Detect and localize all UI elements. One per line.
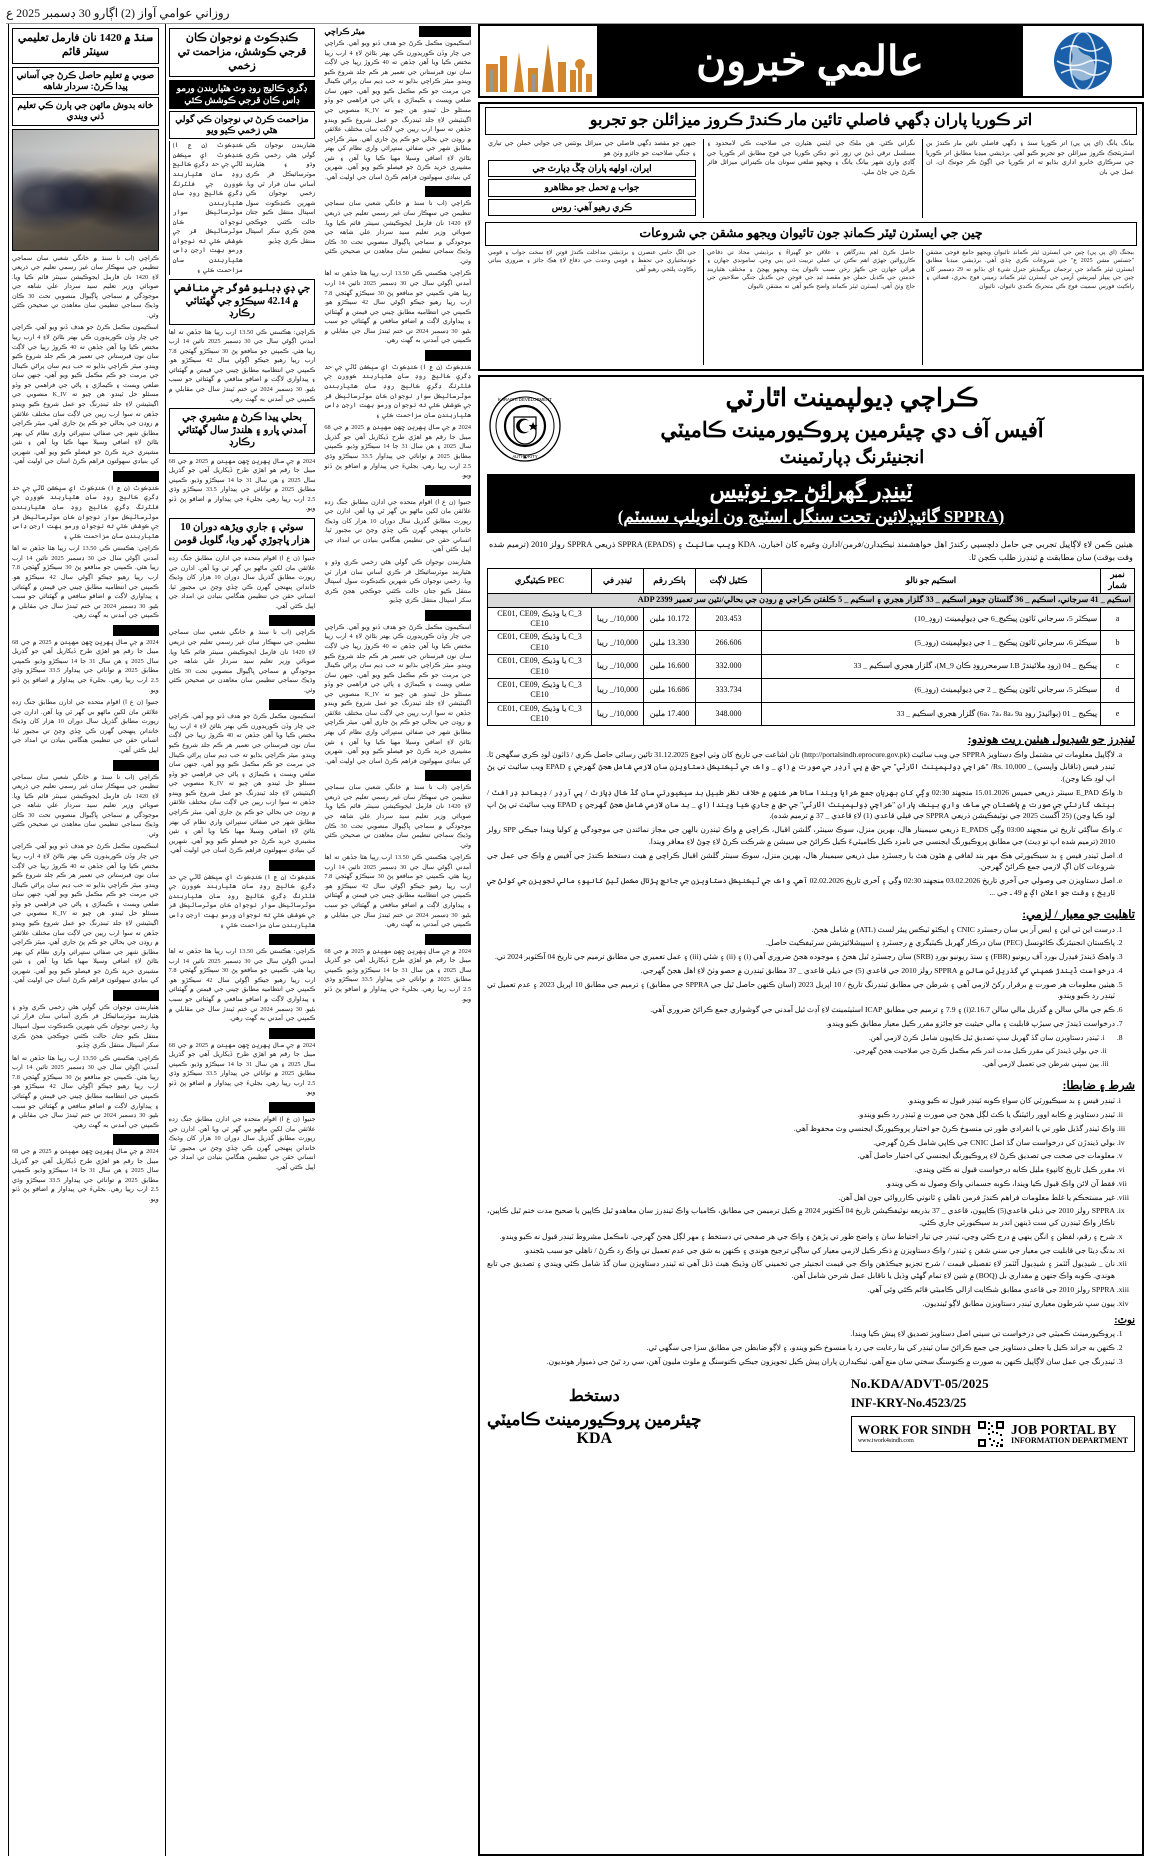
svg-text:KARACHI DEVELOPMENT: KARACHI DEVELOPMENT	[498, 396, 552, 402]
cell-scheme: سيڪٽر 5، سرجاني ٽائون پيڪيج_6 جي ڊيولپمينٽ (روڊ_10)	[762, 607, 1101, 631]
th-pec: PEC ڪيٽيگري	[488, 569, 592, 594]
world-second-col-3	[485, 249, 699, 365]
article-text: اسڪيمون مڪمل ڪرڻ جو هدف ڏنو ويو آهي. ڪراچي جي چار وڏن ڪوريڊورن ڪي بهتر بڻائڻ لاءِ 4 ارب رپيا مختص ڪيا ويا آهن جڏهن ته 40 ڪروڙ رپيا جي لاڳت سان نون قبرستانن جي تعمير هر ڪم جلد شروع ڪيو ويندو. ميٿر ڪراچي بڌايو ته حب ڊيم سان پراڻي ڪينال جي مرمت جو ڪم مڪمل ڪيو ويو آهي، جنهن سان ضلعي ويسٽ ۽ ڪيماڙي ۽ پاڻي جي فراهمي جو وڏو مسئلو حل ٿيندو. هن چيو ته K_IV منصوبي جي اگينٽيشن لاءِ جلد ٽينڊرنگ جو عمل شروع ڪيو ويندو جڏهن ته سوا ارب رپين جي لاڳت سان مختلف علائقن ۾ روڊن جي بحالي جو ڪم پڻ جاري آهي. ميٿر ڪراچي مطابق شهر جي صفائي ستڀرائي واري نظام کي بهتر بڻائڻ لاءِ اضافي وسيلا مهيا ڪيا ويا آهن ۽ نئين مشينري خريد ڪرڻ جو فيصلو ڪيو ويو آهي. شهرين کي بنيادي سهولتون فراهم ڪرڻ اسان جي اوليت آهي.	[168, 713, 316, 855]
news-column-1	[321, 24, 474, 1856]
article-text: 2024 ۾ جي سال پهرين ڇهن مهينن ۾ 2025 ۾ جي 68 ميبل جا رقم هو اهڙي طرح ڏيکاريل آهي جو گذريل سال 2025 ۽ هن سال 31 جا 14 سيڪڙو وڌيو. ڪمپني مطابق 2025 ۾ توانائي جي پيداوار 33.5 سيڪڙو وڌي 2.5 ارب رپيا رهي. بجليءَ جي پيداوار ۾ اضافو پڻ ڏٺو ويو.	[168, 1041, 316, 1097]
article-text: ڪراچي (اب نا سنڌ ۾ خانگي شعبي سان سماجي تنظيمن جي سهڪار سان غير رسمي تعليم جي ذريعي لاءِ 1420 نان فارمل ايجوڪيشن سينٽر قائم ڪيا ويا. صوبائي وزير تعليم سيد سردار علي شاهه جي موجودگي ۾ سماجي ڀاڳيوال منصوبي تحت 30 ڪان وڌيڪ سماجي تنظيمن سان معاهدن تي صحيحن ڪئي وئي.	[324, 784, 472, 849]
list-item: ix. SPPRA رولز 2010 جي ذيلي قاعدي(5) ڪاپيون، قاعدي _ 37 بذريعه نوٽيفڪيشن تاريخ 04 آڪٽوبر 2024 ۾ ڪيل ترميمن جي مطابق، ڪامياب واڪ ٽينڊرز سان معاهدو ٿيل ڪاپين يا صحيح مدت ختم ٿيل ڪاپين، ناڪار واڪ ٽينڊرن کي ست ڏينهن اندر بد سيڪيورٽي جاري ڪئي.	[487, 1205, 1115, 1229]
job-portal-sub: INFORMATION DEPARTMENT	[1011, 1435, 1128, 1445]
list-item: 1. پروڪيورمينٽ ڪميٽي جي درخواست تي سيني اصل دستاويز تصديق لاءِ پيش ڪيا ويندا.	[487, 1328, 1115, 1340]
cell-pec: C_3 يا وڌيڪ CE01, CE09, CE10	[488, 607, 592, 631]
globe-icon	[1022, 26, 1142, 96]
world-second-col-2	[703, 249, 918, 365]
section-marker	[113, 990, 159, 1001]
list-item: vi. مقرر ڪيل تاريخ کانپوءِ مليل ڪابه درخواست قبول نه ڪئي ويندي.	[487, 1164, 1115, 1176]
world-lead-col-3	[485, 139, 699, 218]
cell-bid: 13.330 ملين	[644, 631, 696, 655]
section-marker	[425, 770, 471, 781]
tender-table	[487, 568, 1135, 726]
list-item: i. ٽينڊر فيس ۽ بد سيڪيورٽي کان سواءِ ڪوبه ٽينڊر قبول نه ڪيو ويندو.	[487, 1095, 1115, 1107]
job-portal-box	[851, 1416, 1135, 1452]
article-text: ڪراچي: هڪستي ڪي 13.50 ارب رپيا هئا جڏهن ته اها آمدني اڳوڻي سال جي 30 ڊسمبر 2025 تائين 14 ارب رپيا هئي. ڪمپني جو منافعو پڻ 30 سيڪڙو گهٽجي 7.8 ارب رپيا رهيو جيڪو اڳوڻي سال 42 سيڪڙو هو. ڪمپني جي انتظاميه مطابق چيني جي قيمتن ۾ گهٽتائي ۽ پيداواري لاڳت ۾ اضافو منافعي ۾ گهٽتائي جو سبب بڻيو. 30 ڊسمبر 2024 تي ختم ٿيندڙ سال جي مقابلي ۾ ڪمپني جي آمدني به گهٽ رهي.	[324, 854, 472, 929]
cell-pec: C_3 يا وڌيڪ CE01, CE09, CE10	[488, 678, 592, 702]
cell-fee: 10,000/_ رپيا	[592, 702, 644, 726]
section-marker	[113, 625, 159, 636]
cell-sr: a	[1101, 607, 1135, 631]
cell-fee: 10,000/_ رپيا	[592, 607, 644, 631]
list-item: iii. واڪ ٽينڊر گڏيل طور تي يا انفرادي طور تي منسوخ ڪرڻ جو اختيار پروڪيورنگ ايجنسي وٽ محفوظ آهي.	[487, 1123, 1115, 1135]
cell-fee: 10,000/_ رپيا	[592, 655, 644, 679]
list-item: a. لاڳاپيل معلومات تي مشتمل واڪ دستاويز SPPRA جي ويب سائيٽ (http://portalsindh.eprocure.gov.pk) تان اشاعت جي تاريخ کان وٺي اڄوع 31.12.2025 تائين رسائي حاصل ڪري / ڏاٺون لوڊ ڪري سگهجن ٿا. ٽينڊر فيس (ناقابل واپسي) _ Rs. 10,000/ "ڪراچي ڊولپمينٽ اٿارٽي" جي حق ۾ پي آرڊر جي صورت ۾ (اي _ واڪ جي ٽيڪنيڪل دستاويزن سان لازمي شامل هجڻ گهرجي ۽ EPAD ويب سائيٽ تي پڻ اپ لوڊ ڪيا وڃن).	[487, 749, 1115, 784]
article-text: 2024 ۾ جي سال پهرين ڇهن مهينن ۾ 2025 ۾ جي 68 ميبل جا رقم هو اهڙي طرح ڏيکاريل آهي جو گذريل سال 2025 ۽ هن سال 31 جا 14 سيڪڙو وڌيو. ڪمپني مطابق 2025 ۾ توانائي جي پيداوار 33.5 سيڪڙو وڌي 2.5 ارب رپيا رهي. بجليءَ جي پيداوار ۾ اضافو پڻ ڏٺو ويو.	[12, 638, 159, 694]
eligibility-sublist	[487, 1033, 1115, 1070]
list-item: d. اصل ٽينڊر فيس ۽ بد سيڪيورٽي هڪ مهر بند لفافي ۾ هٿون هٿ يا رجسٽرڊ ميل ذريعي سيمينار هال، بهرين منزل، سوڪ سينٽر گلشن اقبال ڪراچي ۾ هيٺ دستخط ڪندڙ جي آفيس ۾ واڪ جي عمل جي شروعات کان اڳ لازمي جمع ڪرائڻ گهرجن.	[487, 850, 1115, 874]
left-zone	[8, 24, 474, 1856]
article-text: جنيوا (ن ع ا) اقوام متحده جي ادارن مطابق جنگ زده علائقن مان لکين ماڻهو بي گهر ٿي ويا آهن. ادارن جي رپورٽ مطابق گذريل سال دوران 10 هزار کان وڌيڪ خاندانن پنهنجي گهرن ڪي ڇڏي وڃڻ تي مجبور ٿيا. انساني حقن جي تنظيمن هنگامي بنيادن تي امداد جي اپيل ڪئي آهي.	[168, 1116, 316, 1171]
note-heading: نوٽ:	[1114, 1315, 1135, 1327]
list-item: vii. فقط آن لائن واڪ قبول ڪيا ويندا، ڪوبه جسماني واڪ وصول نه ڪي ويندو.	[487, 1178, 1115, 1190]
kda-intro-text: هيٺين ڪمن لاءِ لاڳاپيل تجربي جي حامل دلچسپي رکندڙ اهل خواهشمند ٺيڪيدارن/فرمن/ادارن وغيره کان اخبارن، KDA ويب سائيٽ ۽ SPPRA (EPADS) ذريعي SPPRA رولز 2010 (ترميم شده وقت بوقت) سان مطابقت ۾ ٽينڊرز طلب ڪجن ٿا.	[489, 539, 1134, 562]
world-news-header	[478, 24, 1144, 98]
c1-header-label: ميٿر ڪراچي	[324, 27, 366, 36]
section-marker	[425, 186, 471, 197]
article-text: ڪراچي (اب نا سنڌ ۾ خانگي شعبي سان سماجي تنظيمن جي سهڪار سان غير رسمي تعليم جي ذريعي لاءِ 1420 نان فارمل ايجوڪيشن سينٽر قائم ڪيا ويا. صوبائي وزير تعليم سيد سردار علي شاهه جي موجودگي ۾ سماجي ڀاڳيوال منصوبي تحت 30 ڪان وڌيڪ سماجي تنظيمن سان معاهدن تي صحيحن ڪئي وئي.	[12, 773, 159, 838]
cell-bid: 10.172 ملين	[644, 607, 696, 631]
cell-fee: 10,000/_ رپيا	[592, 678, 644, 702]
table-row	[488, 655, 1135, 679]
article-text: ڪراچي (اب نا سنڌ ۾ خانگي شعبي سان سماجي تنظيمن جي سهڪار سان غير رسمي تعليم جي ذريعي لاءِ 1420 نان فارمل ايجوڪيشن سينٽر قائم ڪيا ويا. صوبائي وزير تعليم سيد سردار علي شاهه جي موجودگي ۾ سماجي ڀاڳيوال منصوبي تحت 30 ڪان وڌيڪ سماجي تنظيمن سان معاهدن تي صحيحن ڪئي وئي.	[324, 200, 472, 265]
list-item: 3. ٽينڊرنگ جي عمل سان لاڳاپيل ڪنهن به صورت ۾ ڪنوسنگ سختي سان منع آهي. ٺيڪيدارن پاران پيش ڪيل تجويزون جيڪي ڪنوسنگ ۾ ملوث مليون آهن، سي رد ٿيڻ جي ذميوار هونديون.	[487, 1356, 1115, 1368]
section-marker	[425, 934, 471, 945]
list-item: b. واڪ E_PAD سينٽر ذريعي خميس 15.01.2026 منجهند 02:30 وڳي کان بهريان جمع ڪرايا ويندا سانا هر ڪنهن ۾ خلاف نظر طبيل بد سيڪيورتي سان گڏ ڪال ڊپازٽ / پي آرڊر / ڊيمانڊ ڊرافٽ / بينڪ گارنٽي جي صورت ۾ پاڪستان جي ساڪ واري بينڪ پاران "ڪراچي ڊولپمينٽ اٿارٽي" جي حق ۾ جاري ڪيا ويندا (اي _ بد سان لازمي شامل هجڻ گهرجن ۽ EPAD ويب سائيٽ تي پڻ اپ لوڊ ڪيا وڃن) (25 آگسٽ 2025 جي نوٽيفڪيشن ذريعي SPPRA جي فيلي قاعدي (1) لاءِ قاعدي _ 37 ۾ ترميم شده).	[487, 787, 1115, 822]
list-item: iii. ٻين سڀني شرطن جي تعميل لازمي آهي.	[487, 1059, 1099, 1070]
list-item: 2. ڪنهن به جراند ڪيل يا جعلي دستاويز جي جمع ڪرائڻ سان ٽينڊر کي بنا رعايت جي رد يا منسوخ ڪيو ويندو، ۽ لاڳو ضابطن جي مطابق سزا جي سگهي ٿي.	[487, 1342, 1115, 1354]
article-text: بيجنگ (اي پي پي) چين جي ايسٽرن ٿيٽر ڪمانڊ تائيوان ويجهو جامع فوجي مشقن "جسٽس مشن 2025 ع" جي شروعات ڪري ڇڏي آهي. برڌيشي ميڊيا مطابق ايسٽرن ٿيٽر ڪمانڊ جي ترجمان بريگيڊيئر جنرل شيءِ اي بڌايو ته 29 ڊسمبر کان چين جي پيپلز ليبريشن آرمي جي ايسٽرن ٿيٽر ڪمانڊ زميني فوج بحري، فضائي ۽ راڪيٽ فورس سميت فوج ڪي متحرڪ ڪندي تائيوان، تائيوان	[926, 249, 1134, 290]
schedule-heading: ٽينڊرز جو شيڊيول هيٺين ريت هوندو:	[967, 734, 1135, 747]
article-text: جنهن جو مقصد ڊگهي فاصلي جي ميزائل يونٽس جي جوابي حملن جي تياري ۽ جنگي صلاحيت جو جائزو وٺڻ هو	[488, 140, 696, 157]
terms-heading: شرط ۽ ضابطا:	[1062, 1080, 1135, 1093]
list-item: xii. نان _ شيڊيول آئٽمز ۽ شيڊيول آئٽمز لاءِ تفصيلي قيمت / شرح تجزيو جيڪڏهن واڪ جي قيمت انجنيئر جي تخميني کان وڌيڪ هيٺ ڏنل آهي ته ٽينڊر دستاويزن سان گڏ شامل ڪئي ويندي ۽ تصديق جي تابع هوندي. ڪوبه واڪ جنهن ۾ مقداري بل (BOQ) ۾ شين لاءِ تمام گهڻي وڌيل يا ناقابل عمل شرحن شامل آهن.	[487, 1258, 1115, 1282]
list-item: xiv. ٻيون سڀ شرطون معياري ٽينڊر دستاويزن مطابق لاڳو ٿينديون.	[487, 1298, 1115, 1310]
cell-bid: 17.400 ملين	[644, 702, 696, 726]
kda-title-2: آفيس آف دي چيئرمين پروڪيورمينٽ ڪاميٽي	[660, 418, 1044, 442]
section-marker	[269, 1028, 315, 1039]
sub-box-line-2: جواب ۾ تحمل جو مظاهرو	[488, 179, 696, 196]
article-text: 2024 ۾ جي سال پهرين ڇهن مهينن ۾ 2025 ۾ جي 68 ميبل جا رقم هو اهڙي طرح ڏيکاريل آهي جو گذريل سال 2025 ۽ هن سال 31 جا 14 سيڪڙو وڌيو. ڪمپني مطابق 2025 ۾ توانائي جي پيداوار 33.5 سيڪڙو وڌي 2.5 ارب رپيا رهي. بجليءَ جي پيداوار ۾ اضافو پڻ ڏٺو ويو.	[168, 457, 316, 513]
cell-cost: 333.734	[696, 678, 762, 702]
job-portal-logo	[1011, 1423, 1128, 1445]
cell-fee: 10,000/_ رپيا	[592, 631, 644, 655]
kda-header	[487, 382, 1135, 470]
article-text: 2024 ۾ جي سال پهرين ڇهن مهينن ۾ 2025 ۾ جي 68 ميبل جا رقم هو اهڙي طرح ڏيکاريل آهي جو گذريل سال 2025 ۽ هن سال 31 جا 14 سيڪڙو وڌيو. ڪمپني مطابق 2025 ۾ توانائي جي پيداوار 33.5 سيڪڙو وڌي 2.5 ارب رپيا رهي. بجليءَ جي پيداوار ۾ اضافو پڻ ڏٺو ويو.	[324, 947, 472, 1003]
article-text: ڪنڊڪوٽ (ن ع ا) ڪنڊڪوٽ اي سيڪشن ٿاڻي جي حد ڊگري ڪاليج روڊ سان هٿياربند ڪوورن جي فلٽرنگ ڊگري ڪاليج روڊ سان هٿياربندن موٽرسائيڪل سوار نوجوان ڪان موٽرسائيڪل قر جي ڪوشش ڪئي ته نوجوان ورمو بهت ارجن ڊاس هٿياربندن سان مزاحمت ڪئي ۽	[172, 142, 243, 274]
section-marker	[269, 934, 315, 945]
article-text: ڪراچي (اب نا سنڌ ۾ خانگي شعبي سان سماجي تنظيمن جي سهڪار سان غير رسمي تعليم جي ذريعي لاءِ 1420 نان فارمل ايجوڪيشن سينٽر قائم ڪيا ويا. صوبائي وزير تعليم سيد سردار علي شاهه جي موجودگي ۾ سماجي ڀاڳيوال منصوبي تحت 30 ڪان وڌيڪ سماجي تنظيمن سان معاهدن تي صحيحن ڪئي وئي.	[168, 629, 316, 694]
article-text: ڪراچي: هڪستي ڪي 13.50 ارب رپيا هئا جڏهن ته اها آمدني اڳوڻي سال جي 30 ڊسمبر 2025 تائين 14 ارب رپيا هئي. ڪمپني جو منافعو پڻ 30 سيڪڙو گهٽجي 7.8 ارب رپيا رهيو جيڪو اڳوڻي سال 42 سيڪڙو هو. ڪمپني جي انتظاميه مطابق چيني جي قيمتن ۾ گهٽتائي ۽ پيداواري لاڳت ۾ اضافو منافعي ۾ گهٽتائي جو سبب بڻيو. 30 ڊسمبر 2024 تي ختم ٿيندڙ سال جي مقابلي ۾ ڪمپني جي آمدني به گهٽ رهي.	[12, 1054, 159, 1129]
kda-title-3: انجنيئرنگ ڊپارٽمينٽ	[779, 446, 925, 467]
section-marker	[425, 350, 471, 361]
article-text: ڪراچي: هڪستي ڪي 13.50 ارب رپيا هئا جڏهن ته اها آمدني اڳوڻي سال جي 30 ڊسمبر 2025 تائين 14 ارب رپيا هئي. ڪمپني جو منافعو پڻ 30 سيڪڙو گهٽجي 7.8 ارب رپيا رهيو جيڪو اڳوڻي سال 42 سيڪڙو هو. ڪمپني جي انتظاميه مطابق چيني جي قيمتن ۾ گهٽتائي ۽ پيداواري لاڳت ۾ اضافو منافعي ۾ گهٽتائي جو سبب بڻيو. 30 ڊسمبر 2024 تي ختم ٿيندڙ سال جي مقابلي ۾ ڪمپني جي آمدني به گهٽ رهي.	[168, 328, 316, 403]
eligibility-list	[487, 924, 1135, 1073]
section-marker	[269, 615, 315, 626]
list-item: i. 8. ٽينڊر دستاويزن سان گڏ گهربل سڀ تصديق ٿيل ڪاپيون شامل ڪرڻ لازمي آهن.	[487, 1033, 1099, 1044]
th-sr: نمبر شمار	[1101, 569, 1135, 594]
section-marker	[425, 610, 471, 621]
cell-pec: C_3 يا وڌيڪ CE01, CE09, CE10	[488, 702, 592, 726]
article-text: جنيوا (ن ع ا) اقوام متحده جي ادارن مطابق جنگ زده علائقن مان لکين ماڻهو بي گهر ٿي ويا آهن. ادارن جي رپورٽ مطابق گذريل سال دوران 10 هزار کان وڌيڪ خاندانن پنهنجي گهرن ڪي ڇڏي وڃڻ تي مجبور ٿيا. انساني حقن جي تنظيمن هنگامي بنيادن تي امداد جي اپيل ڪئي آهي.	[12, 699, 159, 754]
table-row	[488, 607, 1135, 631]
list-item: v. معلومات جي صحت جي تصديق ڪرڻ لاءِ پروڪيورنگ ايجنسي کي اختيار حاصل آهي.	[487, 1150, 1115, 1162]
work-for-sindh-logo	[858, 1423, 971, 1444]
table-header-row	[488, 569, 1135, 594]
section-marker	[113, 760, 159, 771]
note-list	[487, 1328, 1135, 1369]
sub-box-line-1: ايران، اولهه پاران چڱ ڊپارٽ جي	[488, 160, 696, 177]
world-lead-headline: اتر ڪوريا پاران ڊگهي فاصلي تائين مار ڪندڙ ڪروز ميزائلن جو تجربو	[485, 107, 1137, 135]
article-text: جي الڳ حامي عنصرن ۽ برڌيشي مداخلت ڪندڙ قوتن لاءِ سخت جواب ۽ قومي خودمختياري جي تحفظ ۽ قومي وحدت جي دفاع لاءِ هڪ جائز ۽ ضروري بنياتي رڪاوٽ پلٽجي رهيو آهي	[488, 249, 696, 273]
kda-titles	[569, 382, 1135, 470]
terms-list	[487, 1095, 1135, 1311]
news-photo	[12, 129, 159, 251]
world-second-col-1	[922, 249, 1137, 365]
section-marker	[269, 1102, 315, 1113]
section-marker	[113, 471, 159, 482]
kda-footer	[487, 1376, 1135, 1452]
list-item: 1. درست اين ٽي اين ۽ ايس آر بي سان رجسٽرڊ CNIC ۽ ايڪٽو ٽيڪس پيئر لسٽ (ATL) ۾ شامل هجڻ.	[487, 924, 1115, 936]
cell-cost: 332.000	[696, 655, 762, 679]
gas-headline: سوئي ۽ جاري ويڙهه دوران 10 هزار ڀاڄوڙي گهر ويا، گلوبل قومن	[169, 518, 316, 551]
th-scheme: اسڪيم جو نالو	[762, 569, 1101, 594]
svg-text:AUTHORITY: AUTHORITY	[512, 453, 538, 459]
kda-signature-block	[487, 1386, 702, 1452]
masthead-strip	[6, 4, 1144, 24]
article-text: 2024 ۾ جي سال پهرين ڇهن مهينن ۾ 2025 ۾ جي 68 ميبل جا رقم هو اهڙي طرح ڏيکاريل آهي جو گذريل سال 2025 ۽ هن سال 31 جا 14 سيڪڙو وڌيو. ڪمپني مطابق 2025 ۾ توانائي جي پيداوار 33.5 سيڪڙو وڌي 2.5 ارب رپيا رهي. بجليءَ جي پيداوار ۾ اضافو پڻ ڏٺو ويو.	[324, 424, 472, 480]
th-cost: ڪٿيل لاڳت	[696, 569, 762, 594]
cell-sr: e	[1101, 702, 1135, 726]
article-text: ڪراچي: هڪستي ڪي 13.50 ارب رپيا هئا جڏهن ته اها آمدني اڳوڻي سال جي 30 ڊسمبر 2025 تائين 14 ارب رپيا هئي. ڪمپني جو منافعو پڻ 30 سيڪڙو گهٽجي 7.8 ارب رپيا رهيو جيڪو اڳوڻي سال 42 سيڪڙو هو. ڪمپني جي انتظاميه مطابق چيني جي قيمتن ۾ گهٽتائي ۽ پيداواري لاڳت ۾ اضافو منافعي ۾ گهٽتائي جو سبب بڻيو. 30 ڊسمبر 2024 تي ختم ٿيندڙ سال جي مقابلي ۾ ڪمپني جي آمدني به گهٽ رهي.	[12, 545, 159, 620]
sugar-headline: جي ڊي ڊبليو شوگر جي منافعي ۾ 42.14 سيڪڙو جي گهٽتائي رڪارڊ	[169, 279, 316, 325]
cell-pec: C_3 يا وڌيڪ CE01, CE09, CE10	[488, 631, 592, 655]
list-item	[487, 1032, 1115, 1070]
cell-sr: d	[1101, 678, 1135, 702]
kda-tender-advertisement	[478, 375, 1144, 1857]
world-lead-col-1	[922, 139, 1137, 218]
article-text: 2024 ۾ جي سال پهرين ڇهن مهينن ۾ 2025 ۾ جي 68 ميبل جا رقم هو اهڙي طرح ڏيکاريل آهي جو گذريل سال 2025 ۽ هن سال 31 جا 14 سيڪڙو وڌيو. ڪمپني مطابق 2025 ۾ توانائي جي پيداوار 33.5 سيڪڙو وڌي 2.5 ارب رپيا رهي. بجليءَ جي پيداوار ۾ اضافو پڻ ڏٺو ويو.	[12, 1148, 159, 1203]
article-text: ڪراچي (اب نا سنڌ ۾ خانگي شعبي سان سماجي تنظيمن جي سهڪار سان غير رسمي تعليم جي ذريعي لاءِ 1420 نان فارمل ايجوڪيشن سينٽر قائم ڪيا ويا. صوبائي وزير تعليم سيد سردار علي شاهه جي موجودگي ۾ سماجي ڀاڳيوال منصوبي تحت 30 ڪان وڌيڪ سماجي تنظيمن سان معاهدن تي صحيحن ڪئي وئي.	[12, 254, 159, 319]
article-text: اسڪيمون مڪمل ڪرڻ جو هدف ڏنو ويو آهي. ڪراچي جي چار وڏن ڪوريڊورن ڪي بهتر بڻائڻ لاءِ 4 ارب رپيا مختص ڪيا ويا آهن جڏهن ته 40 ڪروڙ رپيا جي لاڳت سان نون قبرستانن جي تعمير هر ڪم جلد شروع ڪيو ويندو. ميٿر ڪراچي بڌايو ته حب ڊيم سان پراڻي ڪينال جي مرمت جو ڪم مڪمل ڪيو ويو آهي، جنهن سان ضلعي ويسٽ ۽ ڪيماڙي ۽ پاڻي جي فراهمي جو وڏو مسئلو حل ٿيندو. هن چيو ته K_IV منصوبي جي اگينٽيشن لاءِ جلد ٽينڊرنگ جو عمل شروع ڪيو ويندو جڏهن ته سوا ارب رپين جي لاڳت سان مختلف علائقن ۾ روڊن جي بحالي جو ڪم پڻ جاري آهي. ميٿر ڪراچي مطابق شهر جي صفائي ستڀرائي واري نظام کي بهتر بڻائڻ لاءِ اضافي وسيلا مهيا ڪيا ويا آهن ۽ نئين مشينري خريد ڪرڻ جو فيصلو ڪيو ويو آهي. شهرين کي بنيادي سهولتون فراهم ڪرڻ اسان جي اوليت آهي.	[12, 324, 159, 466]
list-item: 5. هيٺين معلومات هر صورت ۾ برقرار رکڻ لازمي آهي ۽ شرطن جي مطابق ٽينڊرنگ تاريخ / 10 اپريل 2023 (اسان ڪنهن حاصل ٿيل جي SPPRA جي مطابق) ۽ ترميم جي مطابق 10 اپريل 2023 ۽ عدم تعميل تي ٽينڊر رد ڪيو ويندو.	[487, 979, 1115, 1003]
world-second-headline: چين جي ايسٽرن ٿيٽر ڪمانڊ جون تائيوان ويجهو مشقن جي شروعات	[485, 222, 1137, 246]
c1-kicker	[324, 26, 471, 37]
article-text: ڪنڊڪوٽ (ن ع ا) ڪنڊڪوٽ اي سيڪشن ٿاڻي جي حد ڊگري ڪاليج روڊ سان هٿياربند ڪوورن جي فلٽرنگ ڊگري ڪاليج روڊ سان هٿياربندن موٽرسائيڪل سوار نوجوان ڪان موٽرسائيڪل قر جي ڪوشش ڪئي ته نوجوان ورمو بهت ارجن ڊاس هٿياربندن سان مزاحمت ڪئي ۽	[324, 363, 472, 419]
advt-number: No.KDA/ADVT-05/2025	[850, 1375, 989, 1391]
cement-headline: بحلي پيدا ڪرڻ ۾ مشيري جي آمدني ڀارو ۽ هلندڙ سال گهٽتائي رڪارڊ	[169, 408, 316, 454]
list-item: 6. ڪم جي مالي سالن ۾ گذريل مالي سالن 2.16.7(i) ۽ 7.9 ۽ ترميم جي مطابق ICAP اسٽيٽمينٽ لاءِ آڊٽ ٿيل آمدني جي گوشواري جمع ڪرائڻ ضروري آهي.	[487, 1004, 1115, 1016]
masthead-text: روزاني عوامي آواز (2) اڳارو 30 ڊسمبر 2025 ع	[6, 6, 230, 20]
list-item: e. اصل دستاويزن جي وصولي جي آخري تاريخ 03.02.2026 منجهند 02:30 وڳي ۽ آخري تاريخ 02.02.2026 آهي. واڪ جي ٽيڪنيڪل دستاويزن جي جانچ پڙتال مڪمل ٿيڻ کانپوءِ مالي تجويزن جي کولڻ جي تاريخ ۽ وقت جو اعلان اڳ ۾ 49 ـ جي ...	[487, 875, 1115, 899]
th-bid: ٻاڪر رقم	[644, 569, 696, 594]
table-row	[488, 631, 1135, 655]
article-text: اسڪيمون مڪمل ڪرڻ جو هدف ڏنو ويو آهي. ڪراچي جي چار وڏن ڪوريڊورن ڪي بهتر بڻائڻ لاءِ 4 ارب رپيا مختص ڪيا ويا آهن جڏهن ته 40 ڪروڙ رپيا جي لاڳت سان نون قبرستانن جي تعمير هر ڪم جلد شروع ڪيو ويندو. ميٿر ڪراچي بڌايو ته حب ڊيم سان پراڻي ڪينال جي مرمت جو ڪم مڪمل ڪيو ويو آهي، جنهن سان ضلعي ويسٽ ۽ ڪيماڙي ۽ پاڻي جي فراهمي جو وڏو مسئلو حل ٿيندو. هن چيو ته K_IV منصوبي جي اگينٽيشن لاءِ جلد ٽينڊرنگ جو عمل شروع ڪيو ويندو جڏهن ته سوا ارب رپين جي لاڳت سان مختلف علائقن ۾ روڊن جي بحالي جو ڪم پڻ جاري آهي. ميٿر ڪراچي مطابق شهر جي صفائي ستڀرائي واري نظام کي بهتر بڻائڻ لاءِ اضافي وسيلا مهيا ڪيا ويا آهن ۽ نئين مشينري خريد ڪرڻ جو فيصلو ڪيو ويو آهي. شهرين کي بنيادي سهولتون فراهم ڪرڻ اسان جي اوليت آهي.	[324, 40, 472, 181]
c3-sub-2: خانه بدوش مائهن جي ٻارن ڪي تعليم ڏني ويندي	[12, 97, 159, 126]
c2-headline: ڪنڊڪوٽ ۾ نوجوان ڪان قرجي ڪوشش، مزاحمت تي زخمي	[169, 28, 316, 77]
cell-bid: 16.600 ملين	[644, 655, 696, 679]
c3-headline: سنڌ ۾ 1420 نان فارمل تعليمي سينٽر قائم	[12, 28, 159, 64]
table-row	[488, 678, 1135, 702]
cell-scheme: پيڪيج _ 01 (بواٽيدڙ روڊ 6a، 7a، 8a، 9a) گلزار هجري اسڪيم _ 33	[762, 702, 1101, 726]
cell-cost: 203.453	[696, 607, 762, 631]
list-item: 4. درخواست ڏيندڙ ڪمپني کي گذريل ٽن سالن ۾ SPPRA رولز 2010 جي قاعدي (5) جي ذيلي قاعدي _ 37 مطابق ٽينڊرن ۾ حصو وٺڻ لاءِ اهل هجڻ گهرجي.	[487, 965, 1115, 977]
list-item: iv. بولي ڏيندڙن کي درخواست سان گڏ اصل CNIC جي ڪاپي شامل ڪرڻ گهرجي.	[487, 1137, 1115, 1149]
article-text: جنيوا (ن ع ا) اقوام متحده جي ادارن مطابق جنگ زده علائقن مان لکين ماڻهو بي گهر ٿي ويا آهن. ادارن جي رپورٽ مطابق گذريل سال دوران 10 هزار کان وڌيڪ خاندانن پنهنجي گهرن ڪي ڇڏي وڃڻ تي مجبور ٿيا. انساني حقن جي تنظيمن هنگامي بنيادن تي امداد جي اپيل ڪئي آهي.	[168, 555, 316, 610]
news-column-2	[165, 24, 319, 1856]
article-text: هٿياربندن نوجوان ڪي گولي هڻي زخمي ڪري وڌو ۽ هٿياربند موٽرسائيڪل قر ڪري آساني سان فرار ٿي ويا. زخمي نوجوان ڪي شهرين ڪنڊڪوٽ سول اسپتال منتقل ڪيو جتان حالت ڪٿني جوڪجي هجڻ ڪري سکر اسپتال منتقل ڪري ڇڏيو.	[12, 1003, 159, 1050]
c2-sub-1: ڊگري ڪاليج روڊ وٽ هٿياربندن ورمو ڊاس ڪان قرجي ڪوشش ڪئي	[169, 80, 316, 109]
c2-sub-2: مزاحمت ڪرڻ تي نوجوان ڪي گولي هڻي زخمي ڪيو ويو	[169, 111, 316, 140]
list-item: 2. پاڪستان انجنيئرنگ ڪائونسل (PEC) سان درڪار گهربل ڪيٽيگري ۾ رجسٽرڊ ۽ اسپيشلائيزيشن سرٽيفڪيٽ حاصل.	[487, 937, 1115, 949]
cell-sr: c	[1101, 655, 1135, 679]
cell-cost: 348.000	[696, 702, 762, 726]
article-text: ڪراچي: هڪستي ڪي 13.50 ارب رپيا هئا جڏهن ته اها آمدني اڳوڻي سال جي 30 ڊسمبر 2025 تائين 14 ارب رپيا هئي. ڪمپني جو منافعو پڻ 30 سيڪڙو گهٽجي 7.8 ارب رپيا رهيو جيڪو اڳوڻي سال 42 سيڪڙو هو. ڪمپني جي انتظاميه مطابق چيني جي قيمتن ۾ گهٽتائي ۽ پيداواري لاڳت ۾ اضافو منافعي ۾ گهٽتائي جو سبب بڻيو. 30 ڊسمبر 2024 تي ختم ٿيندڙ سال جي مقابلي ۾ ڪمپني جي آمدني به گهٽ رهي.	[168, 948, 316, 1023]
cell-pec: C_3 يا وڌيڪ CE01, CE09, CE10	[488, 655, 592, 679]
cell-bid: 16.686 ملين	[644, 678, 696, 702]
cell-scheme: سيڪٽر 5، سرجاني ٽائون پيڪيج _ 2 جي ڊيولپمينٽ (روڊ_6)	[762, 678, 1101, 702]
cell-scheme: سيڪٽر 6، سرجاني ٽائون پيڪيج _ 1 جي ڊيولپمينٽ (روڊ_5)	[762, 631, 1101, 655]
page-body	[6, 24, 1144, 1856]
article-text: نگراني ڪئي. هن ملڪ جي ايٽمي هٿيارن جي صلاحيت ڪي لامحدود ۽ مسلسل ترقي ڏيڻ تي زور ڏنو. ڊڪن ڪوريا جي فوج مطابق اتر ڪوريا جي ڳاڍي واري شهر بيانگ يانگ ۽ ويجهو ضلعي سونان مان ڪينرائي ميزائل فائر ڪرڻ جي ڄاڻ ملي.	[707, 140, 915, 176]
kda-notice-subtitle: (SPPRA گائيڊلائين تحت سنگل اسٽيج ون انويلپ سسٽم)	[617, 506, 1005, 526]
world-lead-col-2	[703, 139, 918, 218]
section-marker	[269, 860, 315, 871]
list-item: viii. غير مستحڪم يا غلط معلومات فراهم ڪندڙ فرمن ناهلي ۽ ٿانوني ڪارروائي جون اهل آهن.	[487, 1192, 1115, 1204]
eligibility-heading: تاهليت جو معيار / لزمي:	[1022, 908, 1135, 921]
kda-seal-icon	[487, 388, 563, 464]
cell-cost: 266.606	[696, 631, 762, 655]
work-for-sindh-label: WORK FOR SINDH	[857, 1423, 972, 1438]
adp-scheme-title: اسڪيم _ 41 سرجاني، اسڪيم _ 36 گلستان جوهر اسڪيم _ 33 گلزار هجري ۽ اسڪيم _ 5 ڪلفتن ڪراجي ۾ روڊن جي بحالي/نئين سر تعمير ADP 2399	[488, 593, 1135, 607]
list-item: ii. ٽينڊر دستاويز ۾ ڪابه اوور رائيٽنگ يا ڪٽ لڳل هجڻ جي صورت ۾ ٽينڊر رد ڪيو ويندو.	[487, 1109, 1115, 1121]
th-fee: ٽينڊر في	[592, 569, 644, 594]
kda-notice-banner	[487, 474, 1135, 533]
right-zone	[478, 24, 1144, 1856]
kda-notice-title: ٽينڊر گهرائڻ جو نوٽيس	[709, 477, 913, 503]
article-text: حاصل ڪرڻ اهم بندرگاهن ۽ علاقن جو گهيراءُ ۽ برڌيشي محاذ تي دفاعي ڪارروائين جهڙي اهم نڪتن تي عملي تربيت ڏني ٻني وڃي. سامونڊي جهازن ۽ هرائي جهازن جي ڪهڙ رخن سبب تائيوان پٽ ويجهو پهچڻ ۽ مختلف هٿيارينڊ خدمتن جي ڪڊيل حملن جو مقصد ٿيڊ جي فوجن جي ڪڊيل جنگي صلاحيتن جي جاچ وٺڻ آهي. ايسٽرن ٿيٽر ڪمانڊ واضح ڪيو آهي ته مشقن تائيوان	[707, 249, 915, 290]
article-text: هٿياربندن نوجوان ڪي گولي هڻي زخمي ڪري وڌو ۽ هٿياربند موٽرسائيڪل قر ڪري آساني سان فرار ٿي ويا. زخمي نوجوان ڪي شهرين ڪنڊڪوٽ سول اسپتال منتقل ڪيو جتان حالت ڪٿني جوڪجي هجڻ ڪري سکر اسپتال منتقل ڪري ڇڏيو.	[324, 559, 472, 605]
cell-scheme: پيڪيج _ 04 (روڊ ملائيندڙ I.B سرمحرروڊ ڪان M_9)، گلزار هجري اسڪيم _ 33	[762, 655, 1101, 679]
c3-sub-1: صوبي ۾ تعليم حاصل ڪرڻ جي آساني پيدا ڪرڻ: سردار شاهه	[12, 67, 159, 96]
cell-sr: b	[1101, 631, 1135, 655]
table-adp-row	[488, 593, 1135, 607]
news-column-3	[8, 24, 162, 1856]
signature-org: KDA	[576, 1429, 613, 1447]
inf-number: INF-KRY-No.4523/25	[850, 1395, 967, 1410]
article-text: اسڪيمون مڪمل ڪرڻ جو هدف ڏنو ويو آهي. ڪراچي جي چار وڏن ڪوريڊورن ڪي بهتر بڻائڻ لاءِ 4 ارب رپيا مختص ڪيا ويا آهن جڏهن ته 40 ڪروڙ رپيا جي لاڳت سان نون قبرستانن جي تعمير هر ڪم جلد شروع ڪيو ويندو. ميٿر ڪراچي بڌايو ته حب ڊيم سان پراڻي ڪينال جي مرمت جو ڪم مڪمل ڪيو ويو آهي، جنهن سان ضلعي ويسٽ ۽ ڪيماڙي ۽ پاڻي جي فراهمي جو وڏو مسئلو حل ٿيندو. هن چيو ته K_IV منصوبي جي اگينٽيشن لاءِ جلد ٽينڊرنگ جو عمل شروع ڪيو ويندو جڏهن ته سوا ارب رپين جي لاڳت سان مختلف علائقن ۾ روڊن جي بحالي جو ڪم پڻ جاري آهي. ميٿر ڪراچي مطابق شهر جي صفائي ستڀرائي واري نظام کي بهتر بڻائڻ لاءِ اضافي وسيلا مهيا ڪيا ويا آهن ۽ نئين مشينري خريد ڪرڻ جو فيصلو ڪيو ويو آهي. شهرين کي بنيادي سهولتون فراهم ڪرڻ اسان جي اوليت آهي.	[324, 623, 472, 765]
article-text: ڪنڊڪوٽ (ن ع ا) ڪنڊڪوٽ اي سيڪشن ٿاڻي جي حد ڊگري ڪاليج روڊ سان هٿياربند ڪوورن جي فلٽرنگ ڊگري ڪاليج روڊ سان هٿياربندن موٽرسائيڪل سوار نوجوان ڪان موٽرسائيڪل قر جي ڪوشش ڪئي ته نوجوان ورمو بهت ارجن ڊاس هٿياربندن سان مزاحمت ڪئي ۽	[168, 873, 316, 929]
table-row	[488, 702, 1135, 726]
world-lead-section	[478, 102, 1144, 371]
list-item: xi. بدنگ ڊيٽا جي قابليت جي معيار جي سني شقن ۽ ٽينڊر / واڪ دستاويزن ۾ ذڪر ڪيل لازمي معيار کي ساڳي ترجيح هوندي ۽ ڪنهن به شق جي عدم تعميل تي واڪ رد ڪرڻ / ناهلي جو سبب بڻجندو.	[487, 1245, 1115, 1257]
job-portal-label: JOB PORTAL BY	[1011, 1422, 1117, 1438]
schedule-list	[487, 749, 1135, 900]
signature-label: دستخط	[568, 1387, 620, 1405]
signature-title: چيئرمين پروڪيورمينٽ ڪاميٽي	[487, 1409, 702, 1429]
list-item: xiii. SPPRA رولز 2010 جي قاعدي مطابق شڪايت ازالي ڪاميٽي قائم ڪئي وئي آهي.	[487, 1284, 1115, 1296]
qr-code-icon	[977, 1420, 1005, 1448]
kda-footer-left	[851, 1376, 1135, 1452]
world-news-title: عالمي خبرون	[598, 26, 1022, 96]
list-item: ii. جي بولي ڏيندڙ کي مقرر ڪيل مدت اندر ڪم مڪمل ڪرڻ جي صلاحيت هجڻ گهرجي.	[487, 1046, 1099, 1057]
kicker-block	[419, 26, 471, 37]
section-marker	[269, 699, 315, 710]
article-text: ڪراچي: هڪستي ڪي 13.50 ارب رپيا هئا جڏهن ته اها آمدني اڳوڻي سال جي 30 ڊسمبر 2025 تائين 14 ارب رپيا هئي. ڪمپني جو منافعو پڻ 30 سيڪڙو گهٽجي 7.8 ارب رپيا رهيو جيڪو اڳوڻي سال 42 سيڪڙو هو. ڪمپني جي انتظاميه مطابق چيني جي قيمتن ۾ گهٽتائي ۽ پيداواري لاڳت ۾ اضافو منافعي ۾ گهٽتائي جو سبب بڻيو. 30 ڊسمبر 2024 تي ختم ٿيندڙ سال جي مقابلي ۾ ڪمپني جي آمدني به گهٽ رهي.	[324, 270, 472, 345]
list-item: x. شرح ۽ رقم، لفظن ۽ انگن ٻنهي ۾ درج ڪئي وڃي، ٽينڊر جي تيار احتياط سان ۽ واضح طور تي پڙهڻ ۽ واڪ جي هر صفحي تي دستخط ۽ مهر لڳل هجڻ گهرجي. نامڪمل مشروط ٽينڊر قبول نه ڪيو ويندو.	[487, 1231, 1115, 1243]
list-item: 3. واهڪ ڏيندڙ فيڊرل بورڊ آف ريونيو (FBR) ۽ سنڌ ريونيو بورڊ (SRB) سان رجسٽرڊ ٿيل هجڻ ۽ موجوده هجڻ ضروري آهي (i) ۽ (ii) ۽ شئي (iii) ۽ عمل تعميري جي مطابق ترميم جي تاريخ 04 آڪٽوبر 2024 تي.	[487, 951, 1115, 963]
article-text: ڪنڊڪوٽ (ن ع ا) ڪنڊڪوٽ اي سيڪشن ٿاڻي جي حد ڊگري ڪاليج روڊ سان هٿياربند ڪوورن جي فلٽرنگ ڊگري ڪاليج روڊ سان هٿياربندن موٽرسائيڪل سوار نوجوان ڪان موٽرسائيڪل قر جي ڪوشش ڪئي ته نوجوان ورمو بهت ارجن ڊاس هٿياربندن سان مزاحمت ڪئي ۽	[12, 484, 159, 540]
work-for-sindh-url: www.iwork4sindh.com	[857, 1438, 914, 1445]
city-skyline-icon	[480, 26, 598, 96]
article-text: اسڪيمون مڪمل ڪرڻ جو هدف ڏنو ويو آهي. ڪراچي جي چار وڏن ڪوريڊورن ڪي بهتر بڻائڻ لاءِ 4 ارب رپيا مختص ڪيا ويا آهن جڏهن ته 40 ڪروڙ رپيا جي لاڳت سان نون قبرستانن جي تعمير هر ڪم جلد شروع ڪيو ويندو. ميٿر ڪراچي بڌايو ته حب ڊيم سان پراڻي ڪينال جي مرمت جو ڪم مڪمل ڪيو ويو آهي، جنهن سان ضلعي ويسٽ ۽ ڪيماڙي ۽ پاڻي جي فراهمي جو وڏو مسئلو حل ٿيندو. هن چيو ته K_IV منصوبي جي اگينٽيشن لاءِ جلد ٽينڊرنگ جو عمل شروع ڪيو ويندو جڏهن ته سوا ارب رپين جي لاڳت سان مختلف علائقن ۾ روڊن جي بحالي جو ڪم پڻ جاري آهي. ميٿر ڪراچي مطابق شهر جي صفائي ستڀرائي واري نظام کي بهتر بڻائڻ لاءِ اضافي وسيلا مهيا ڪيا ويا آهن ۽ نئين مشينري خريد ڪرڻ جو فيصلو ڪيو ويو آهي. شهرين کي بنيادي سهولتون فراهم ڪرڻ اسان جي اوليت آهي.	[12, 843, 159, 985]
sub-box-line-3: ڪري رهيو آهي: روس	[488, 199, 696, 216]
article-text: هٿياربندن نوجوان ڪي گولي هڻي زخمي ڪري وڌو ۽ هٿياربند موٽرسائيڪل قر ڪري آساني سان فرار ٿي ويا. زخمي نوجوان ڪي شهرين ڪنڊڪوٽ سول اسپتال منتقل ڪيو جتان حالت ڪٿني جوڪجي هجڻ ڪري سکر اسپتال منتقل ڪري ڇڏيو.	[245, 142, 316, 245]
section-marker	[425, 485, 471, 496]
section-marker	[113, 1134, 159, 1145]
article-text: بيانگ يانگ (اي پي پي) اتر ڪوريا سنڌ ۽ ڊگهي فاصلي تائين مار ڪندڙ بن اسٽريٽجڪ ڪروز ميزائلن جو تجربو ڪيو آهي. برڌيشي ميڊيا مطابق اتر ڪوريا جي سرڪاري خابرو اداري بڌايو ته اتر ڪوريا جي اڳوڻ ڪر جونڪ ان، ان عمل جي بان	[926, 140, 1134, 176]
list-item: 7. درخواست ڏيندڙ جي سيڙپ قابليت ۽ مالي حيثيت جو جائزو مقرر ڪيل معيار مطابق ڪيو ويندو.	[487, 1018, 1115, 1030]
list-item: c. واڪ ساڳئي تاريخ تي منجهند 03:00 وڳي E_PADS ذريعي سيمينار هال، بهرين منزل، سوڪ سينٽر، گلشن اقبال، ڪراچي ۾ واڪ ٽينڊرن بالهن جي مجاز نمائندن جي موجودگي ۾ کوليا ويندا جيڪي SPP رولز 2010 (ترميم شده اپ تو ڊيٽ) جي مطابق پروڪيورنگ ايجنسي جي نامزد ڪيل ڪاميٽيءَ ڪيل ڪرائڻ جي سيشن ۾ شرڪت ڪرڻ لاءِ چوڻ لاءِ معافر ويندا.	[487, 824, 1115, 848]
kda-title-1: ڪراچي ڊيولپمينٽ اٿارٽي	[725, 384, 979, 412]
article-text: جنيوا (ن ع ا) اقوام متحده جي ادارن مطابق جنگ زده علائقن مان لکين ماڻهو بي گهر ٿي ويا آهن. ادارن جي رپورٽ مطابق گذريل سال دوران 10 هزار کان وڌيڪ خاندانن پنهنجي گهرن ڪي ڇڏي وڃڻ تي مجبور ٿيا. انساني حقن جي تنظيمن هنگامي بنيادن تي امداد جي اپيل ڪئي آهي.	[324, 498, 472, 554]
